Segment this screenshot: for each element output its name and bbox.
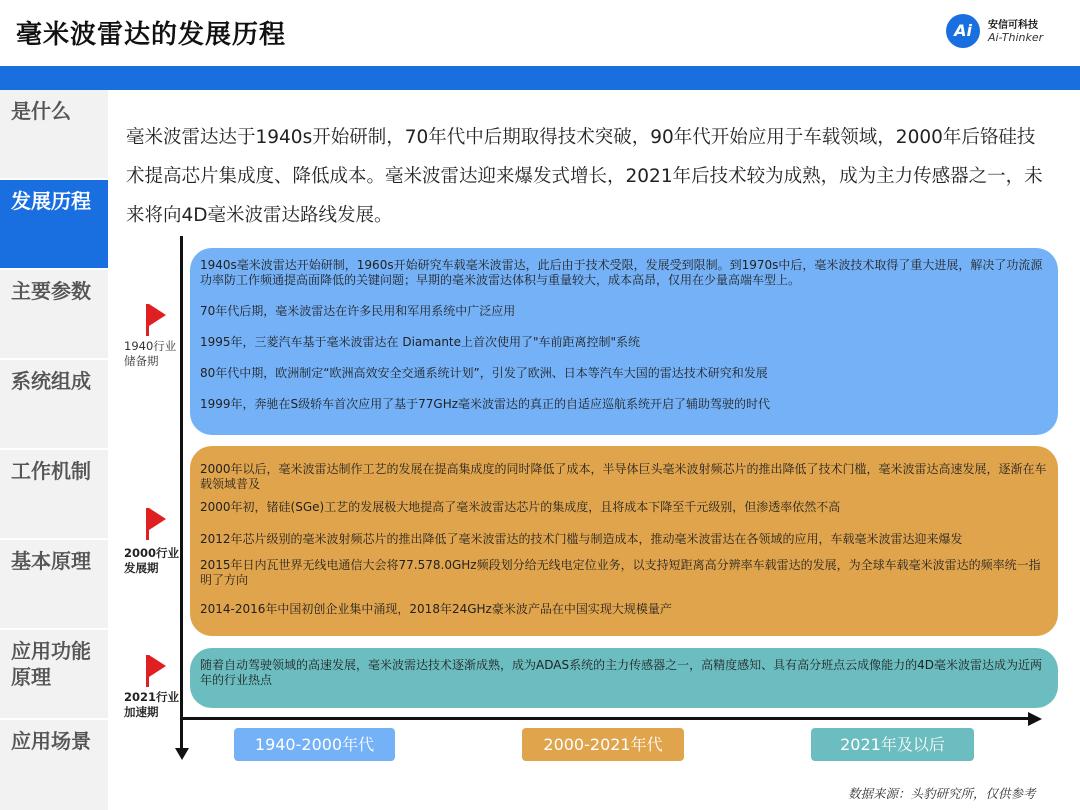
sidebar-item-system[interactable] [0,360,108,448]
sidebar-item-label: 应用场景 [11,729,91,753]
sidebar-item-parameters[interactable] [0,270,108,358]
sidebar-item-application-principle[interactable] [0,630,108,718]
phase-label-line: 2000行业 [124,546,180,560]
event-text: 2000年初，锗硅(SGe)工艺的发展极大地提高了毫米波雷达芯片的集成度，且将成本下降至千元级别，但渗透率依然不高 [200,500,841,514]
phase-label-line: 储备期 [124,354,159,368]
event-text: 1999年，奔驰在S级轿车首次应用了基于77GHz毫米波雷达的真正的自适应巡航系统开启了辅助驾驶的时代 [200,397,771,411]
era-label-1940-2000: 1940-2000年代 [234,728,395,761]
sidebar-item-label: 是什么 [11,99,71,123]
flag-icon [146,655,166,687]
phase-box-development [190,446,1058,636]
event-text: 随着自动驾驶领域的高速发展，毫米波需达技术逐渐成熟，成为ADAS系统的主力传感器之一，高精度感知、具有高分班点云成像能力的4D毫米波雷达成为近两年的行业热点 [200,658,1042,687]
event-text: 2014-2016年中国初创企业集中涌现，2018年24GHz豪米波产品在中国实现大规模量产 [200,602,672,616]
phase-box-acceleration [190,648,1058,708]
sidebar-item-mechanism[interactable] [0,450,108,538]
sidebar-item-history[interactable] [0,180,108,268]
event-text: 1940s毫米波雷达开始研制，1960s开始研究车载毫米波雷达，此后由于技术受限，发展受到限制。到1970s中后，毫米波技术取得了重大进展，解决了功流源功率防工作频通提高面降低的关键问题；早期的毫米波雷达体积与重量较大，成本高昂，仅用在少量高端车型上。 [200,258,1043,287]
sidebar-item-label: 应用功能原理 [11,639,91,689]
phase-label-acceleration [124,690,179,720]
horizontal-axis [181,717,1031,720]
logo-english-name: Ai-Thinker [988,31,1044,44]
event-text: 80年代中期，欧洲制定“欧洲高效安全交通系统计划”，引发了欧洲、日本等汽车大国的雷达技术研究和发展 [200,366,768,380]
sidebar-nav [0,90,108,810]
sidebar-item-label: 系统组成 [11,369,91,393]
sidebar-item-label: 发展历程 [11,189,91,213]
sidebar-item-principle[interactable] [0,540,108,628]
phase-label-reserve [124,339,176,369]
phase-label-line: 2021行业 [124,690,180,704]
company-logo [946,14,1066,48]
phase-label-line: 发展期 [124,561,159,575]
vertical-axis [180,236,183,754]
era-label-2000-2021: 2000-2021年代 [522,728,684,761]
flag-icon [146,304,166,336]
event-text: 2000年以后，毫米波雷达制作工艺的发展在提高集成度的同时降低了成本，半导体巨头毫米波射频芯片的推出降低了技术门槛，毫米波雷达高速发展，逐渐在车载领域普及 [200,462,1047,491]
page-title: 毫米波雷达的发展历程 [16,20,287,50]
logo-mark-icon: Ai [946,14,980,48]
phase-label-line: 加速期 [124,705,159,719]
arrow-down-icon [175,748,189,760]
sidebar-item-scenarios[interactable] [0,720,108,808]
source-note: 数据来源：头豹研究所，仅供参考 [848,786,1036,801]
header-bar [0,66,1080,90]
sidebar-item-label: 工作机制 [11,459,91,483]
phase-label-development [124,546,179,576]
event-text: 1995年，三菱汽车基于毫米波雷达在 Diamante上首次使用了"车前距离控制"系统 [200,335,641,349]
sidebar-item-what[interactable] [0,90,108,178]
logo-chinese-name: 安信可科技 [988,20,1038,31]
era-label-2021-onward: 2021年及以后 [811,728,974,761]
event-text: 2012年芯片级别的毫米波射频芯片的推出降低了毫米波雷达的技术门槛与制造成本，推动毫米波雷达在各领域的应用，车载毫米波雷达迎来爆发 [200,532,963,546]
intro-paragraph: 毫米波雷达达于1940s开始研制，70年代中后期取得技术突破，90年代开始应用于车载领域，2000年后铬硅技术提高芯片集成度、降低成本。毫米波雷达迎来爆发式增长，2021年后技术较为成熟，成为主力传感器之一，未来将向4D毫米波雷达路线发展。 [126,127,1043,226]
sidebar-item-label: 主要参数 [11,279,91,303]
phase-label-line: 1940行业 [124,339,177,353]
sidebar-item-label: 基本原理 [11,549,91,573]
event-text: 2015年日内瓦世界无线电通信大会将77.578.0GHz频段划分给无线电定位业务，以支持短距离高分辨率车载雷达的发展，为全球车载毫米波雷达的频率统一指明了方向 [200,558,1041,587]
flag-icon [146,508,166,540]
event-text: 70年代后期，毫米波雷达在许多民用和军用系统中广泛应用 [200,304,516,318]
phase-box-reserve [190,248,1058,435]
arrow-right-icon [1028,712,1042,726]
